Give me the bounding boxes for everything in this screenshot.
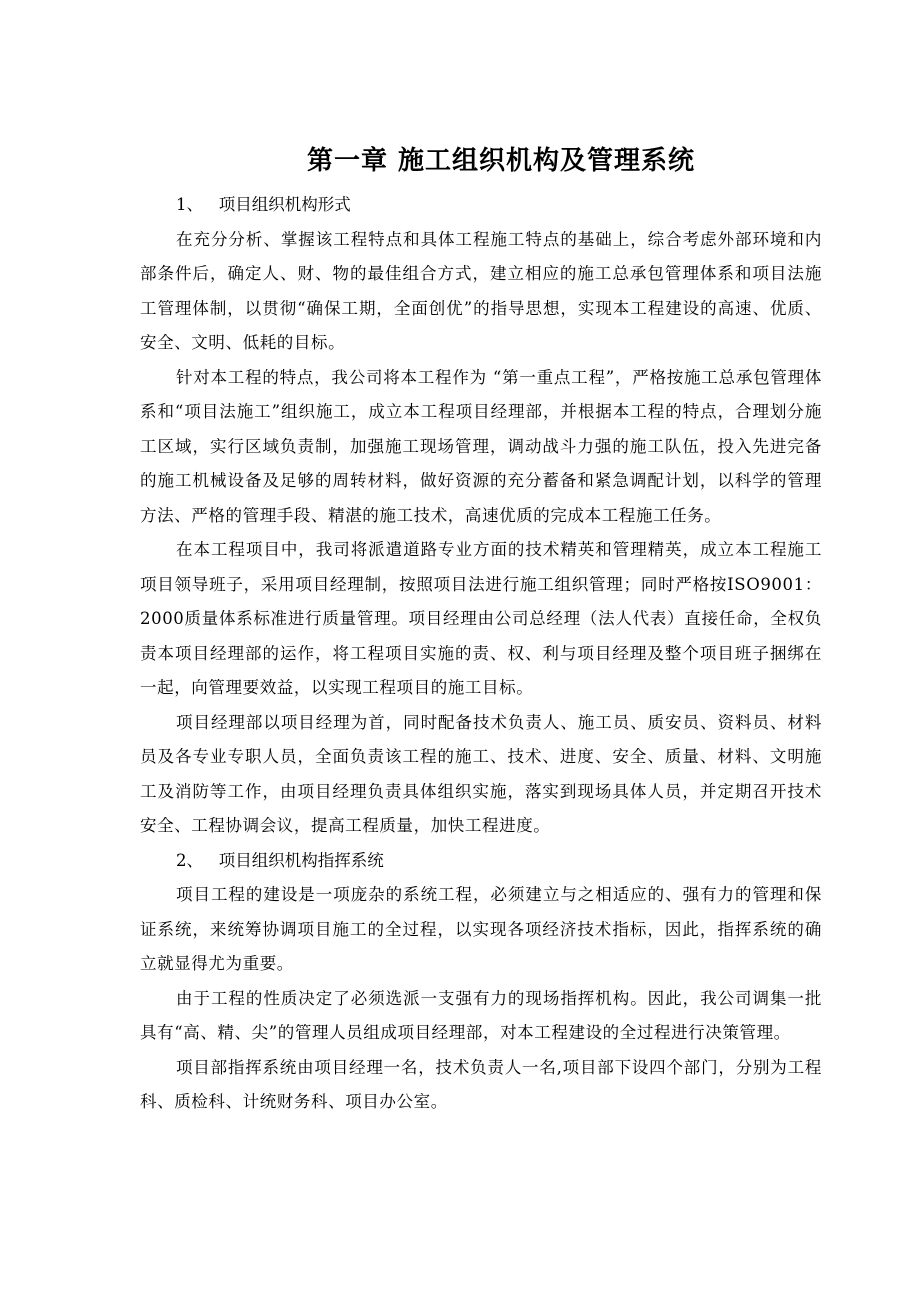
section-1-paragraph-3: 在本工程项目中，我司将派遣道路专业方面的技术精英和管理精英，成立本工程施工项目领导班子，采用项目经理制，按照项目法进行施工组织管理；同时严格按ISO9001：2000质量体系标准进行质量管理。项目经理由公司总经理（法人代表）直接任命，全权负责本项目经理部的运作，将工程项目实施的责、权、利与项目经理及整个项目班子捆绑在一起，向管理要效益，以实现工程项目的施工目标。 xyxy=(140,540,822,697)
section-2-heading: 2、 项目组织机构指挥系统 xyxy=(176,850,384,870)
section-1-heading: 1、 项目组织机构形式 xyxy=(176,195,351,214)
section-2-paragraph-3: 项目部指挥系统由项目经理一名，技术负责人一名,项目部下设四个部门，分别为工程科、质检科、计统财务科、项目办公室。 xyxy=(140,1057,822,1111)
section-1-paragraph-2: 针对本工程的特点，我公司将本工程作为 “第一重点工程”，严格按施工总承包管理体系和“项目法施工”组织施工，成立本工程项目经理部，并根据本工程的特点，合理划分施工区域，实行区域负责制，加强施工现场管理，调动战斗力强的施工队伍，投入先进完备的施工机械设备及足够的周转材料，做好资源的充分蓄备和紧急调配计划，以科学的管理方法、严格的管理手段、精湛的施工技术，高速优质的完成本工程施工任务。 xyxy=(140,367,822,525)
chapter-title: 第一章 施工组织机构及管理系统 xyxy=(306,146,696,176)
document-page xyxy=(140,138,822,1120)
section-2-paragraph-2: 由于工程的性质决定了必须选派一支强有力的现场指挥机构。因此，我公司调集一批具有“高、精、尖”的管理人员组成项目经理部，对本工程建设的全过程进行决策管理。 xyxy=(140,988,822,1042)
section-2-paragraph-1: 项目工程的建设是一项庞杂的系统工程，必须建立与之相适应的、强有力的管理和保证系统，来统筹协调项目施工的全过程，以实现各项经济技术指标，因此，指挥系统的确立就显得尤为重要。 xyxy=(140,885,822,973)
section-1-paragraph-1: 在充分分析、掌握该工程特点和具体工程施工特点的基础上，综合考虑外部环境和内部条件后，确定人、财、物的最佳组合方式，建立相应的施工总承包管理体系和项目法施工管理体制，以贯彻“确保工期，全面创优”的指导思想，实现本工程建设的高速、优质、安全、文明、低耗的目标。 xyxy=(140,229,822,352)
section-1-paragraph-4: 项目经理部以项目经理为首，同时配备技术负责人、施工员、质安员、资料员、材料员及各专业专职人员，全面负责该工程的施工、技术、进度、安全、质量、材料、文明施工及消防等工作，由项目经理负责具体组织实施，落实到现场具体人员，并定期召开技术安全、工程协调会议，提高工程质量，加快工程进度。 xyxy=(140,712,822,835)
